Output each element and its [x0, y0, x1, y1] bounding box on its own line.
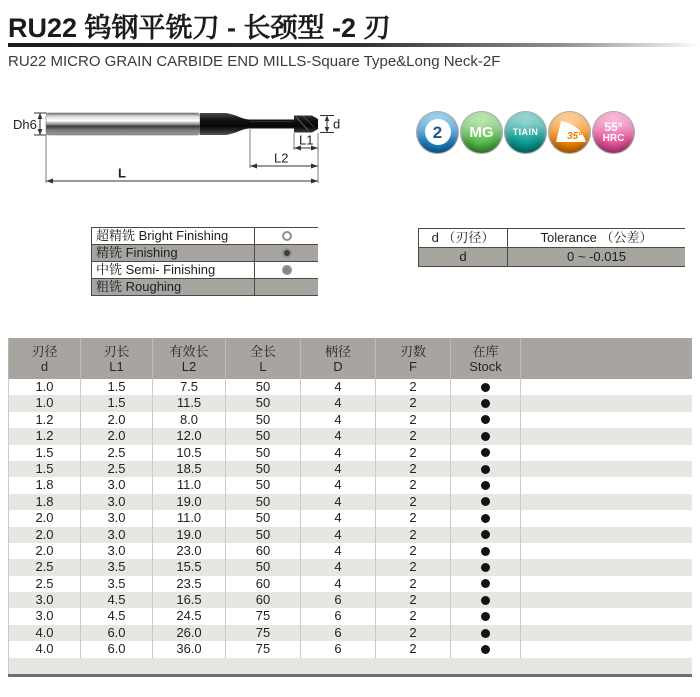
endmill-drawing-svg: [0, 100, 400, 205]
table-cell: 50: [226, 379, 301, 395]
empty-row: [8, 658, 692, 674]
header-diameter: [9, 338, 81, 379]
finishing-mark-cell: [255, 245, 318, 261]
stock-cell: [451, 625, 521, 641]
table-cell: 3.0: [81, 494, 153, 510]
table-cell: 60: [226, 576, 301, 592]
finishing-row: [92, 279, 318, 296]
table-cell: 1.8: [9, 477, 81, 493]
finishing-label: 粗铣 Roughing: [92, 279, 255, 295]
page-title: RU22 钨钢平铣刀 - 长颈型 -2 刃: [8, 13, 391, 43]
stock-cell: [451, 477, 521, 493]
table-cell: 4: [301, 395, 376, 411]
table-cell: 2: [376, 494, 451, 510]
header-en: Stock: [469, 358, 502, 374]
table-cell: 2: [376, 428, 451, 444]
micro-grain-badge: [461, 112, 502, 153]
table-row: [8, 412, 692, 428]
stock-cell: [451, 510, 521, 526]
finishing-mark-cell: [255, 262, 318, 278]
dim-arrow: [38, 113, 43, 119]
in-stock-dot: [481, 596, 490, 605]
table-cell: 2: [376, 412, 451, 428]
table-cell: 4: [301, 576, 376, 592]
header-shank-diameter: [301, 338, 376, 379]
stock-cell: [451, 395, 521, 411]
table-cell: 2: [376, 379, 451, 395]
finishing-table: [91, 227, 318, 296]
spacer-cell: [521, 592, 692, 608]
finishing-mark-medium-icon: [282, 265, 292, 275]
table-cell: 60: [226, 592, 301, 608]
table-cell: 2: [376, 527, 451, 543]
table-cell: 12.0: [153, 428, 226, 444]
cut-diameter-label: d: [333, 116, 341, 132]
table-cell: 4: [301, 428, 376, 444]
header-cn: 刃径: [31, 343, 58, 359]
table-cell: 3.5: [81, 576, 153, 592]
finishing-row: [92, 245, 318, 262]
tolerance-header-d: d （刃径）: [419, 229, 508, 247]
stock-cell: [451, 543, 521, 559]
table-cell: 6: [301, 625, 376, 641]
tolerance-header-value: Tolerance （公差）: [540, 230, 653, 245]
tolerance-data-row: [419, 248, 685, 267]
stock-cell: [451, 641, 521, 657]
table-row: [8, 559, 692, 575]
hardness-badge: [593, 112, 634, 153]
stock-cell: [451, 608, 521, 624]
table-cell: 50: [226, 510, 301, 526]
table-cell: 3.0: [9, 592, 81, 608]
table-cell: 50: [226, 395, 301, 411]
spacer-cell: [521, 379, 692, 395]
table-cell: 11.5: [153, 395, 226, 411]
header-en: L2: [181, 358, 197, 374]
header-cn: 刃数: [399, 343, 426, 359]
table-cell: 4: [301, 510, 376, 526]
in-stock-dot: [481, 465, 490, 474]
spacer-cell: [521, 559, 692, 575]
main-table-body: [8, 379, 692, 658]
stock-cell: [451, 428, 521, 444]
table-cell: 75: [226, 625, 301, 641]
table-cell: 3.0: [81, 510, 153, 526]
in-stock-dot: [481, 448, 490, 457]
in-stock-dot: [481, 530, 490, 539]
table-row: [8, 428, 692, 444]
table-bottom-bar: [8, 674, 692, 677]
finishing-mark-dark-icon: [282, 248, 292, 258]
table-cell: 2.5: [9, 576, 81, 592]
helix-angle-badge: [549, 112, 590, 153]
table-cell: 4: [301, 412, 376, 428]
table-cell: 3.5: [81, 559, 153, 575]
in-stock-dot: [481, 481, 490, 490]
table-row: [8, 641, 692, 657]
l-label: L: [118, 165, 126, 181]
table-cell: 50: [226, 527, 301, 543]
header-cn: 在库: [472, 343, 499, 359]
table-row: [8, 608, 692, 624]
table-row: [8, 494, 692, 510]
table-cell: 2.0: [9, 510, 81, 526]
table-cell: 2.0: [81, 412, 153, 428]
tolerance-cell-value: 0 ~ -0.015: [567, 249, 626, 264]
in-stock-dot: [481, 579, 490, 588]
in-stock-dot: [481, 612, 490, 621]
table-cell: 4.0: [9, 641, 81, 657]
table-cell: 50: [226, 494, 301, 510]
page-subtitle: RU22 MICRO GRAIN CARBIDE END MILLS-Square Type&Long Neck-2F: [8, 53, 501, 70]
spec-table-header: [8, 338, 692, 379]
stock-cell: [451, 559, 521, 575]
in-stock-dot: [481, 629, 490, 638]
stock-cell: [451, 379, 521, 395]
l2-label: L2: [274, 150, 289, 166]
table-cell: 2.5: [81, 461, 153, 477]
finishing-mark-cell: [255, 279, 318, 295]
dim-arrow: [311, 164, 318, 169]
spacer-cell: [521, 461, 692, 477]
table-cell: 2.0: [9, 543, 81, 559]
feature-badges: [417, 112, 634, 153]
spacer-cell: [521, 445, 692, 461]
spacer-cell: [521, 510, 692, 526]
spacer-cell: [521, 543, 692, 559]
finishing-label: 精铣 Finishing: [92, 245, 255, 261]
table-cell: 4: [301, 445, 376, 461]
table-cell: 1.5: [9, 445, 81, 461]
table-cell: 2: [376, 641, 451, 657]
in-stock-dot: [481, 497, 490, 506]
table-cell: 6: [301, 592, 376, 608]
table-cell: 18.5: [153, 461, 226, 477]
table-cell: 6.0: [81, 625, 153, 641]
l1-label: L1: [299, 132, 314, 148]
table-cell: 4: [301, 543, 376, 559]
dim-arrow: [250, 164, 257, 169]
in-stock-dot: [481, 645, 490, 654]
table-row: [8, 510, 692, 526]
table-cell: 2: [376, 559, 451, 575]
dim-arrow: [38, 129, 43, 135]
table-cell: 2: [376, 477, 451, 493]
spacer-cell: [521, 641, 692, 657]
tolerance-header-row: [419, 229, 685, 248]
table-cell: 16.5: [153, 592, 226, 608]
hardness-unit-label: HRC: [602, 133, 625, 144]
table-cell: 4: [301, 559, 376, 575]
stock-cell: [451, 494, 521, 510]
table-cell: 4.5: [81, 592, 153, 608]
spacer-cell: [521, 412, 692, 428]
table-cell: 50: [226, 445, 301, 461]
in-stock-dot: [481, 415, 490, 424]
tolerance-cell-d: d: [419, 248, 508, 266]
stock-cell: [451, 412, 521, 428]
table-cell: 1.5: [81, 379, 153, 395]
header-cn: 柄径: [324, 343, 351, 359]
table-cell: 1.2: [9, 412, 81, 428]
table-row: [8, 461, 692, 477]
table-cell: 2: [376, 608, 451, 624]
finishing-mark-cell: [255, 228, 318, 244]
table-row: [8, 477, 692, 493]
table-cell: 2: [376, 625, 451, 641]
finishing-label: 超精铣 Bright Finishing: [92, 228, 255, 244]
table-cell: 2.5: [9, 559, 81, 575]
spacer-cell: [521, 428, 692, 444]
in-stock-dot: [481, 383, 490, 392]
table-cell: 3.0: [9, 608, 81, 624]
table-row: [8, 395, 692, 411]
table-row: [8, 576, 692, 592]
table-cell: 4: [301, 461, 376, 477]
spacer-cell: [521, 477, 692, 493]
helix-angle-label: 35°: [567, 131, 583, 142]
finishing-mark-open-icon: [282, 231, 292, 241]
table-cell: 6.0: [81, 641, 153, 657]
table-cell: 2.0: [81, 428, 153, 444]
table-cell: 50: [226, 461, 301, 477]
in-stock-dot: [481, 547, 490, 556]
table-cell: 1.0: [9, 379, 81, 395]
table-cell: 1.2: [9, 428, 81, 444]
table-cell: 8.0: [153, 412, 226, 428]
stock-cell: [451, 576, 521, 592]
table-cell: 1.0: [9, 395, 81, 411]
in-stock-dot: [481, 563, 490, 572]
table-cell: 2: [376, 576, 451, 592]
table-row: [8, 445, 692, 461]
spacer-cell: [521, 395, 692, 411]
helix-angle-icon: [549, 112, 590, 153]
table-cell: 2: [376, 510, 451, 526]
header-en: L1: [109, 358, 124, 374]
header-effective-length: [153, 338, 226, 379]
table-cell: 1.5: [9, 461, 81, 477]
table-cell: 1.8: [9, 494, 81, 510]
dim-arrow: [46, 179, 53, 184]
table-cell: 2: [376, 445, 451, 461]
in-stock-dot: [481, 514, 490, 523]
spacer-cell: [521, 608, 692, 624]
hardness-degree-label: 55°: [604, 120, 623, 134]
endmill-technical-drawing: [0, 100, 400, 205]
table-cell: 10.5: [153, 445, 226, 461]
header-cn: 有效长: [169, 343, 209, 359]
shank-diameter-label: Dh6: [13, 117, 37, 132]
header-en: d: [40, 358, 49, 374]
table-row: [8, 543, 692, 559]
header-cn: 全长: [249, 343, 276, 359]
table-cell: 26.0: [153, 625, 226, 641]
table-cell: 4: [301, 379, 376, 395]
flutes-badge: [417, 112, 458, 153]
header-flute-length: [81, 338, 153, 379]
table-cell: 3.0: [81, 543, 153, 559]
table-cell: 2: [376, 461, 451, 477]
in-stock-dot: [481, 399, 490, 408]
table-cell: 2: [376, 543, 451, 559]
table-cell: 4: [301, 527, 376, 543]
stock-cell: [451, 527, 521, 543]
coating-badge: [505, 112, 546, 153]
spacer-cell: [521, 576, 692, 592]
table-cell: 2.5: [81, 445, 153, 461]
table-cell: 19.0: [153, 494, 226, 510]
table-row: [8, 625, 692, 641]
table-cell: 11.0: [153, 477, 226, 493]
table-cell: 3.0: [81, 477, 153, 493]
table-cell: 4: [301, 477, 376, 493]
spacer-cell: [521, 527, 692, 543]
table-cell: 36.0: [153, 641, 226, 657]
header-overall-length: [226, 338, 301, 379]
header-en: D: [333, 358, 343, 374]
stock-cell: [451, 445, 521, 461]
header-flutes: [376, 338, 451, 379]
dim-arrow: [325, 116, 330, 122]
table-cell: 6: [301, 608, 376, 624]
header-cn: 刃长: [103, 343, 130, 359]
in-stock-dot: [481, 432, 490, 441]
header-en: F: [409, 358, 417, 374]
stock-cell: [451, 592, 521, 608]
spacer-cell: [521, 625, 692, 641]
tolerance-table: [418, 228, 685, 267]
table-cell: 4.5: [81, 608, 153, 624]
table-cell: 1.5: [81, 395, 153, 411]
table-cell: 60: [226, 543, 301, 559]
header-spacer: [521, 338, 692, 379]
table-cell: 50: [226, 412, 301, 428]
header-en: L: [259, 358, 267, 374]
table-cell: 15.5: [153, 559, 226, 575]
finishing-row: [92, 262, 318, 279]
table-cell: 6: [301, 641, 376, 657]
table-cell: 24.5: [153, 608, 226, 624]
table-cell: 50: [226, 477, 301, 493]
table-cell: 50: [226, 559, 301, 575]
spec-table: [8, 338, 692, 677]
title-divider: [8, 43, 698, 47]
table-cell: 11.0: [153, 510, 226, 526]
header-stock: [451, 338, 521, 379]
table-cell: 3.0: [81, 527, 153, 543]
finishing-label: 中铣 Semi- Finishing: [92, 262, 255, 278]
table-row: [8, 379, 692, 395]
micro-grain-badge-label: MG: [469, 124, 494, 141]
stock-cell: [451, 461, 521, 477]
coating-badge-label: TIAIN: [512, 127, 539, 137]
dim-arrow: [325, 127, 330, 133]
dim-arrow: [311, 179, 318, 184]
table-cell: 50: [226, 428, 301, 444]
finishing-row: [92, 228, 318, 245]
table-row: [8, 592, 692, 608]
table-cell: 19.0: [153, 527, 226, 543]
table-cell: 4: [301, 494, 376, 510]
flutes-badge-label: 2: [432, 123, 443, 142]
table-cell: 23.0: [153, 543, 226, 559]
table-cell: 7.5: [153, 379, 226, 395]
table-cell: 75: [226, 608, 301, 624]
spacer-cell: [521, 494, 692, 510]
table-row: [8, 527, 692, 543]
table-cell: 23.5: [153, 576, 226, 592]
table-cell: 2.0: [9, 527, 81, 543]
table-cell: 75: [226, 641, 301, 657]
table-cell: 2: [376, 592, 451, 608]
shank-shape: [46, 113, 200, 135]
table-cell: 2: [376, 395, 451, 411]
table-cell: 4.0: [9, 625, 81, 641]
